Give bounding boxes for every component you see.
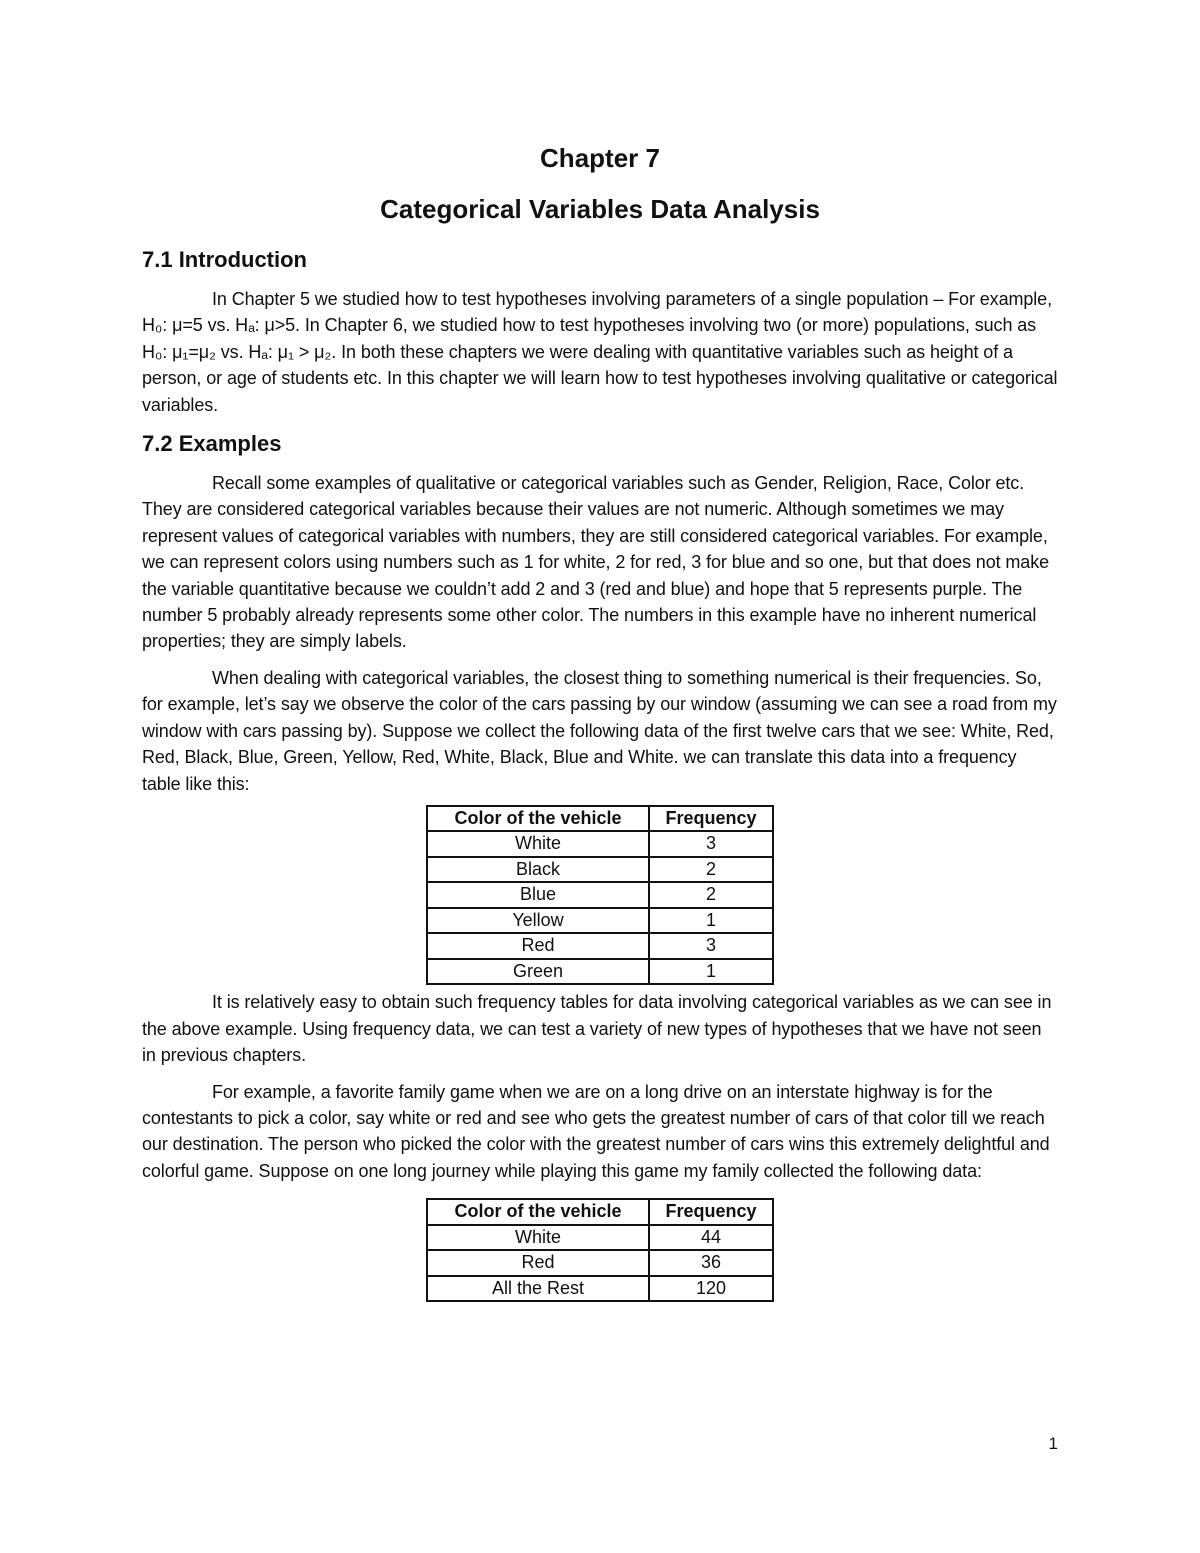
document-body: [142, 244, 1058, 1302]
table-cell-color: All the Rest: [427, 1276, 649, 1302]
table-cell-color: Red: [427, 933, 649, 959]
frequency-table-1: [426, 805, 774, 986]
examples-paragraph-3: It is relatively easy to obtain such frequency tables for data involving categorical variables as we can see in the above example. Using frequency data, we can test a variety of new types of hypotheses that we have not seen in previous chapters.: [142, 992, 1052, 1066]
chapter-subtitle: Categorical Variables Data Analysis: [380, 194, 820, 224]
table-row: [427, 933, 773, 959]
table-row: [427, 857, 773, 883]
table-row: [427, 1225, 773, 1251]
table-row: [427, 1250, 773, 1276]
column-header-color: Color of the vehicle: [427, 1199, 649, 1225]
table-row: [427, 1276, 773, 1302]
table-cell-color: Yellow: [427, 908, 649, 934]
table-cell-color: Green: [427, 959, 649, 985]
table-row: [427, 908, 773, 934]
table-header-row: [427, 806, 773, 832]
table-cell-frequency: 2: [649, 857, 773, 883]
table-header-row: [427, 1199, 773, 1225]
section-heading-examples: 7.2 Examples: [142, 431, 282, 457]
table-cell-frequency: 3: [649, 831, 773, 857]
table-cell-color: White: [427, 831, 649, 857]
table-cell-color: Red: [427, 1250, 649, 1276]
column-header-color: Color of the vehicle: [427, 806, 649, 832]
table-row: [427, 831, 773, 857]
examples-paragraph-2: When dealing with categorical variables, the closest thing to something numerical is their frequencies. So, for example, let’s say we observe the color of the cars passing by our window (assuming we can see a road from my window with cars passing by). Suppose we collect the following data of the first twelve cars that we see: White, Red, Red, Black, Blue, Green, Yellow, Red, White, Black, Blue and White. we can translate this data into a frequency table like this:: [142, 667, 1057, 794]
column-header-frequency: Frequency: [649, 1199, 773, 1225]
frequency-table-2: [426, 1198, 774, 1302]
examples-paragraph-1: Recall some examples of qualitative or categorical variables such as Gender, Religion, Race, Color etc. They are considered categorical variables because their values are not numeric. Although sometimes we may represent values of categorical variables with numbers, they are still considered categorical variables. For example, we can represent colors using numbers such as 1 for white, 2 for red, 3 for blue and so one, but that does not make the variable quantitative because we couldn’t add 2 and 3 (red and blue) and hope that 5 represents purple. The number 5 probably already represents some other color. The numbers in this example have no inherent numerical properties; they are simply labels.: [142, 473, 1050, 652]
table-cell-color: Black: [427, 857, 649, 883]
table-cell-frequency: 1: [649, 959, 773, 985]
table-cell-frequency: 44: [649, 1225, 773, 1251]
table-cell-frequency: 3: [649, 933, 773, 959]
table-cell-frequency: 36: [649, 1250, 773, 1276]
table-row: [427, 882, 773, 908]
table-cell-color: White: [427, 1225, 649, 1251]
introduction-paragraph: In Chapter 5 we studied how to test hypotheses involving parameters of a single population – For example, H₀: μ=5 vs. Hₐ: μ>5. In Chapter 6, we studied how to test hypotheses involving two (or more) populations, such as H₀: μ₁=μ₂ vs. Hₐ: μ₁ > μ₂. In both these chapters we were dealing with quantitative variables such as height of a person, or age of students etc. In this chapter we will learn how to test hypotheses involving qualitative or categorical variables.: [142, 289, 1058, 415]
table-cell-color: Blue: [427, 882, 649, 908]
section-heading-introduction: 7.1 Introduction: [142, 247, 307, 272]
column-header-frequency: Frequency: [649, 806, 773, 832]
page-number: 1: [1048, 1434, 1058, 1453]
chapter-title: Chapter 7: [540, 143, 660, 173]
table-cell-frequency: 120: [649, 1276, 773, 1302]
examples-paragraph-4: For example, a favorite family game when we are on a long drive on an interstate highway is for the contestants to pick a color, say white or red and see who gets the greatest number of cars of that color till we reach our destination. The person who picked the color with the greatest number of cars wins this extremely delightful and colorful game. Suppose on one long journey while playing this game my family collected the following data:: [142, 1081, 1050, 1181]
table-cell-frequency: 1: [649, 908, 773, 934]
table-row: [427, 959, 773, 985]
table-cell-frequency: 2: [649, 882, 773, 908]
